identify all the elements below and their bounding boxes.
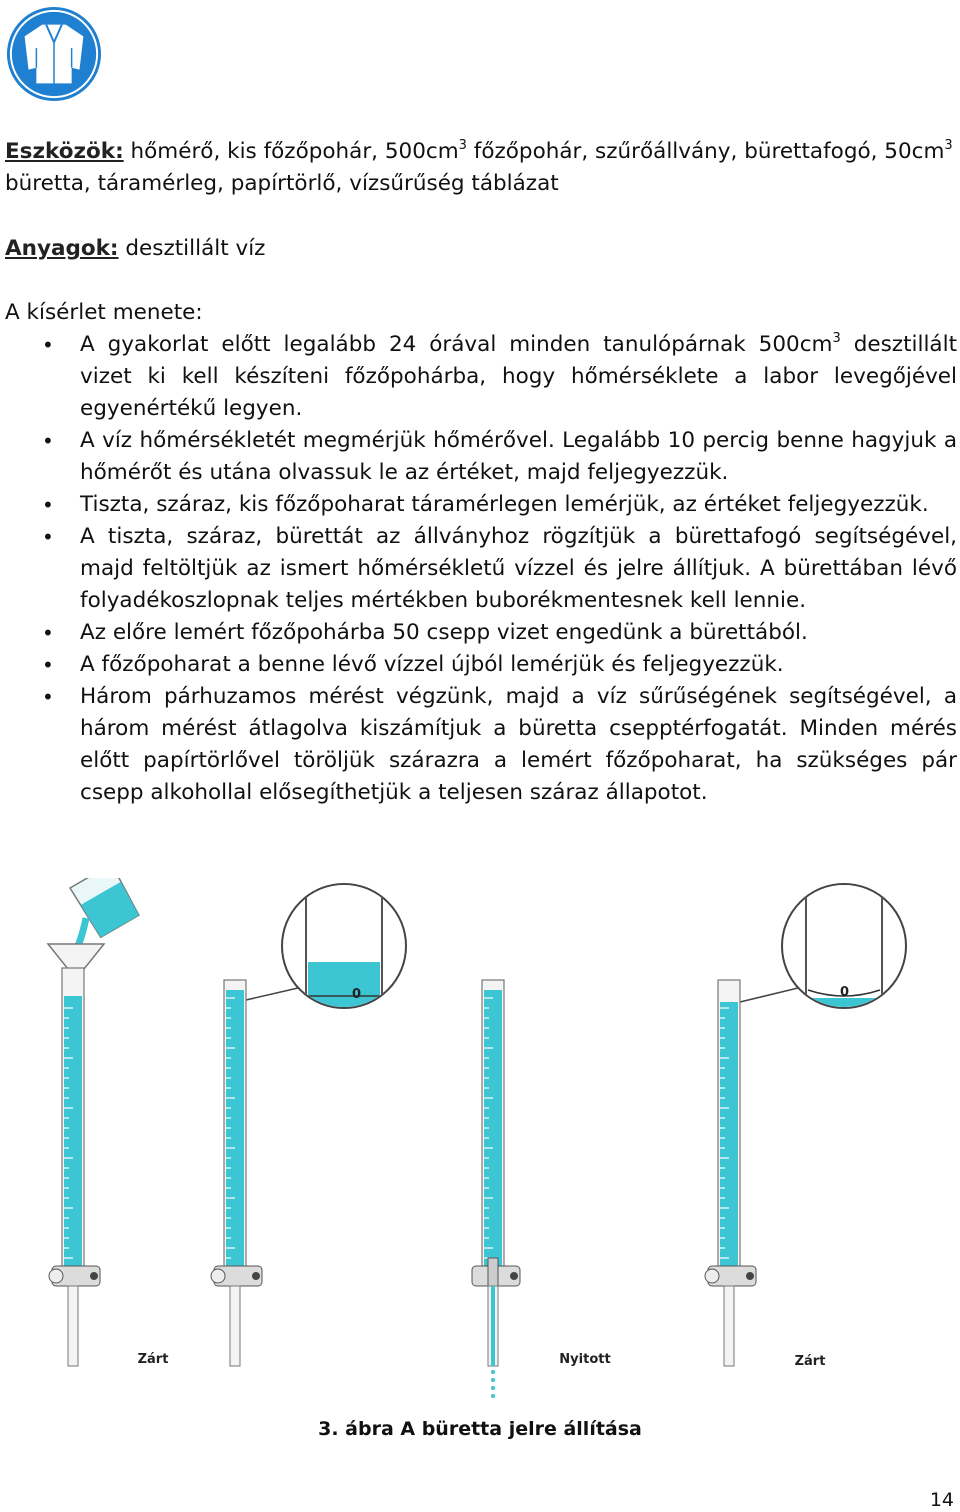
burette-filled: [211, 878, 406, 1366]
procedure-step: • A főzőpoharat a benne lévő vízzel újból lemérjük és feljegyezzük.: [0, 649, 957, 681]
procedure-step: • Három párhuzamos mérést végzünk, majd a víz sűrűségének segítségével, a három mérést átlagolva kiszámítjuk a büretta csepptérfogatát. Minden mérés előtt papírtörlővel töröljük szárazra a lemért főzőpoharat, ha szükséges pár csepp alkohollal elősegíthetjük a teljesen száraz állapotot.: [0, 681, 957, 809]
burette-open: [472, 980, 611, 1398]
water-drop: [491, 1386, 495, 1390]
closed-label-2: Zárt: [794, 1354, 826, 1369]
equipment-paragraph: [5, 136, 957, 200]
burette-filling: [48, 878, 168, 1367]
procedure-step: • Tiszta, száraz, kis főzőpoharat táramérlegen lemérjük, az értéket feljegyezzük.: [0, 489, 957, 521]
zoom-zero-mark-2: 0: [840, 985, 850, 1000]
page-number: 14: [929, 1489, 954, 1511]
procedure-step: [0, 329, 957, 425]
equipment-sup-a: 3: [458, 138, 467, 153]
lab-coat-safety-icon: [5, 5, 103, 103]
burette-figure: [0, 878, 960, 1398]
figure-caption: 3. ábra A büretta jelre állítása: [318, 1418, 642, 1440]
equipment-text-b: főzőpohár, szűrőállvány, bürettafogó, 50cm: [466, 139, 945, 164]
step1-text-a: A gyakorlat előtt legalább 24 órával minden tanulópárnak 500cm: [80, 332, 833, 357]
equipment-text-a: hőmérő, kis főzőpohár, 500cm: [123, 139, 459, 164]
procedure-steps-list: [0, 329, 957, 809]
step1-sup: 3: [832, 331, 841, 346]
materials-label: Anyagok:: [5, 236, 119, 261]
water-drop: [491, 1378, 495, 1382]
procedure-title: A kísérlet menete:: [5, 300, 203, 325]
procedure-step: • Az előre lemért főzőpohárba 50 csepp vizet engedünk a bürettából.: [0, 617, 957, 649]
closed-label-1: Zárt: [137, 1352, 169, 1367]
equipment-label: Eszközök:: [5, 139, 124, 164]
equipment-text-c: büretta, táramérleg, papírtörlő, vízsűrűség táblázat: [5, 171, 559, 196]
water-drop: [491, 1370, 495, 1374]
zoom-zero-mark-1: 0: [352, 987, 362, 1002]
equipment-sup-b: 3: [944, 138, 953, 153]
procedure-step: • A tiszta, száraz, bürettát az állványhoz rögzítjük a bürettafogó segítségével, majd feltöltjük az ismert hőmérsékletű vízzel és jelre állítjuk. A bürettában lévő folyadékoszlopnak teljes mértékben buborékmentesnek kell lennie.: [0, 521, 957, 617]
open-label: Nyitott: [559, 1352, 611, 1367]
materials-paragraph: [5, 233, 957, 265]
burette-set-to-mark: [705, 878, 906, 1369]
procedure-step: • A víz hőmérsékletét megmérjük hőmérővel. Legalább 10 percig benne hagyjuk a hőmérőt és utána olvassuk le az értéket, majd feljegyezzük.: [0, 425, 957, 489]
step1-text-b: desztillált vizet ki kell készíteni főzőpohárba, hogy hőmérséklete a labor levegőjével egyenértékű legyen.: [80, 332, 957, 421]
water-drop: [491, 1394, 495, 1398]
materials-text: desztillált víz: [118, 236, 266, 261]
